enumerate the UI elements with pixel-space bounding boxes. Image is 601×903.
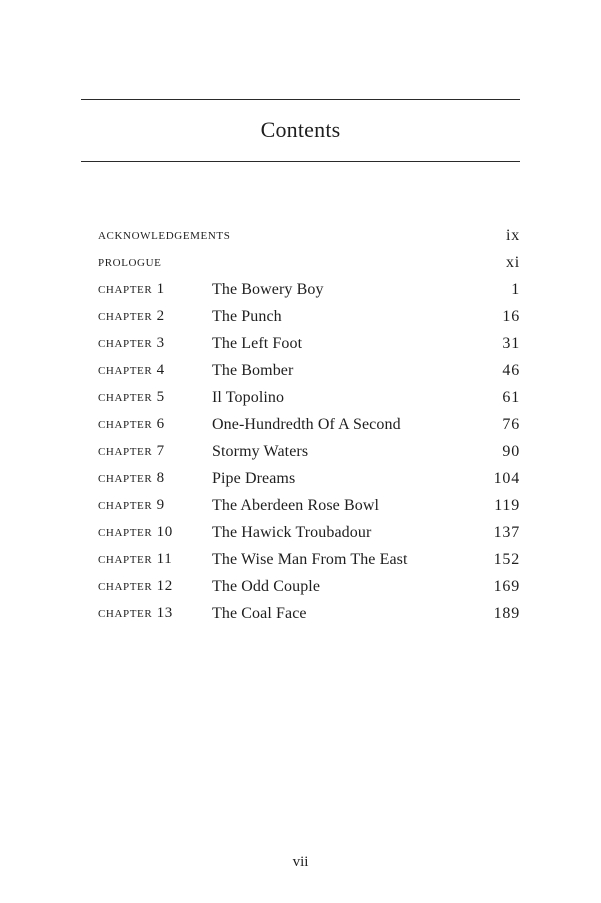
toc-entry-page-number: ix [505,227,520,244]
toc-entry-page-number: 46 [502,362,520,379]
toc-entry-title: The Bomber [212,362,294,379]
toc-entry-chapter-7[interactable] [98,438,520,465]
toc-entry-label: chapter 12 [98,578,173,594]
toc-entry-label: chapter 4 [98,362,165,378]
toc-entry-label: chapter 11 [98,551,173,567]
toc-entry-title: Stormy Waters [212,443,309,460]
toc-entry-page-number: 76 [502,416,520,433]
toc-entry-label: chapter 2 [98,308,165,324]
toc-entry-chapter-13[interactable] [98,600,520,627]
toc-entry-acknowledgements[interactable] [98,222,520,249]
page-number: vii [292,854,309,870]
toc-entry-page-number: 1 [511,281,520,298]
toc-entry-page-number: 104 [493,470,520,487]
toc-entry-title: Il Topolino [212,389,285,406]
toc-entry-title: The Wise Man From The East [212,551,408,568]
toc-entry-title: The Hawick Troubadour [212,524,372,541]
toc-entry-label: chapter 1 [98,281,165,297]
table-of-contents [98,222,520,627]
toc-entry-page-number: 90 [502,443,520,460]
toc-entry-chapter-6[interactable] [98,411,520,438]
toc-entry-page-number: 152 [493,551,520,568]
toc-entry-label: chapter 7 [98,443,165,459]
toc-entry-page-number: 31 [502,335,520,352]
toc-entry-label: chapter 6 [98,416,165,432]
toc-entry-page-number: 119 [494,497,520,514]
toc-entry-title: One-Hundredth Of A Second [212,416,401,433]
toc-entry-title: Pipe Dreams [212,470,296,487]
toc-entry-chapter-8[interactable] [98,465,520,492]
toc-entry-page-number: 137 [493,524,520,541]
top-rule [81,99,520,100]
toc-entry-title: The Bowery Boy [212,281,324,298]
toc-entry-page-number: 16 [502,308,520,325]
toc-entry-page-number: 189 [493,605,520,622]
toc-entry-chapter-12[interactable] [98,573,520,600]
page-title: Contents [260,117,341,142]
toc-entry-title: The Punch [212,308,282,325]
toc-entry-label: chapter 13 [98,605,173,621]
toc-entry-title: The Left Foot [212,335,303,352]
toc-entry-label: chapter 8 [98,470,165,486]
toc-entry-page-number: 61 [502,389,520,406]
toc-entry-page-number: xi [505,254,520,271]
toc-entry-prologue[interactable] [98,249,520,276]
toc-entry-title: The Aberdeen Rose Bowl [212,497,380,514]
toc-entry-chapter-5[interactable] [98,384,520,411]
toc-entry-chapter-9[interactable] [98,492,520,519]
toc-entry-label: chapter 9 [98,497,165,513]
toc-entry-label: chapter 10 [98,524,173,540]
bottom-rule [81,161,520,162]
toc-entry-label: chapter 5 [98,389,165,405]
toc-entry-chapter-2[interactable] [98,303,520,330]
toc-entry-title: The Odd Couple [212,578,321,595]
toc-entry-title: The Coal Face [212,605,307,622]
toc-entry-chapter-4[interactable] [98,357,520,384]
toc-entry-chapter-3[interactable] [98,330,520,357]
toc-entry-chapter-11[interactable] [98,546,520,573]
toc-entry-label: chapter 3 [98,335,165,351]
toc-entry-label: prologue [98,254,162,270]
toc-entry-label: acknowledgements [98,227,231,243]
toc-entry-chapter-10[interactable] [98,519,520,546]
toc-entry-page-number: 169 [493,578,520,595]
toc-entry-chapter-1[interactable] [98,276,520,303]
